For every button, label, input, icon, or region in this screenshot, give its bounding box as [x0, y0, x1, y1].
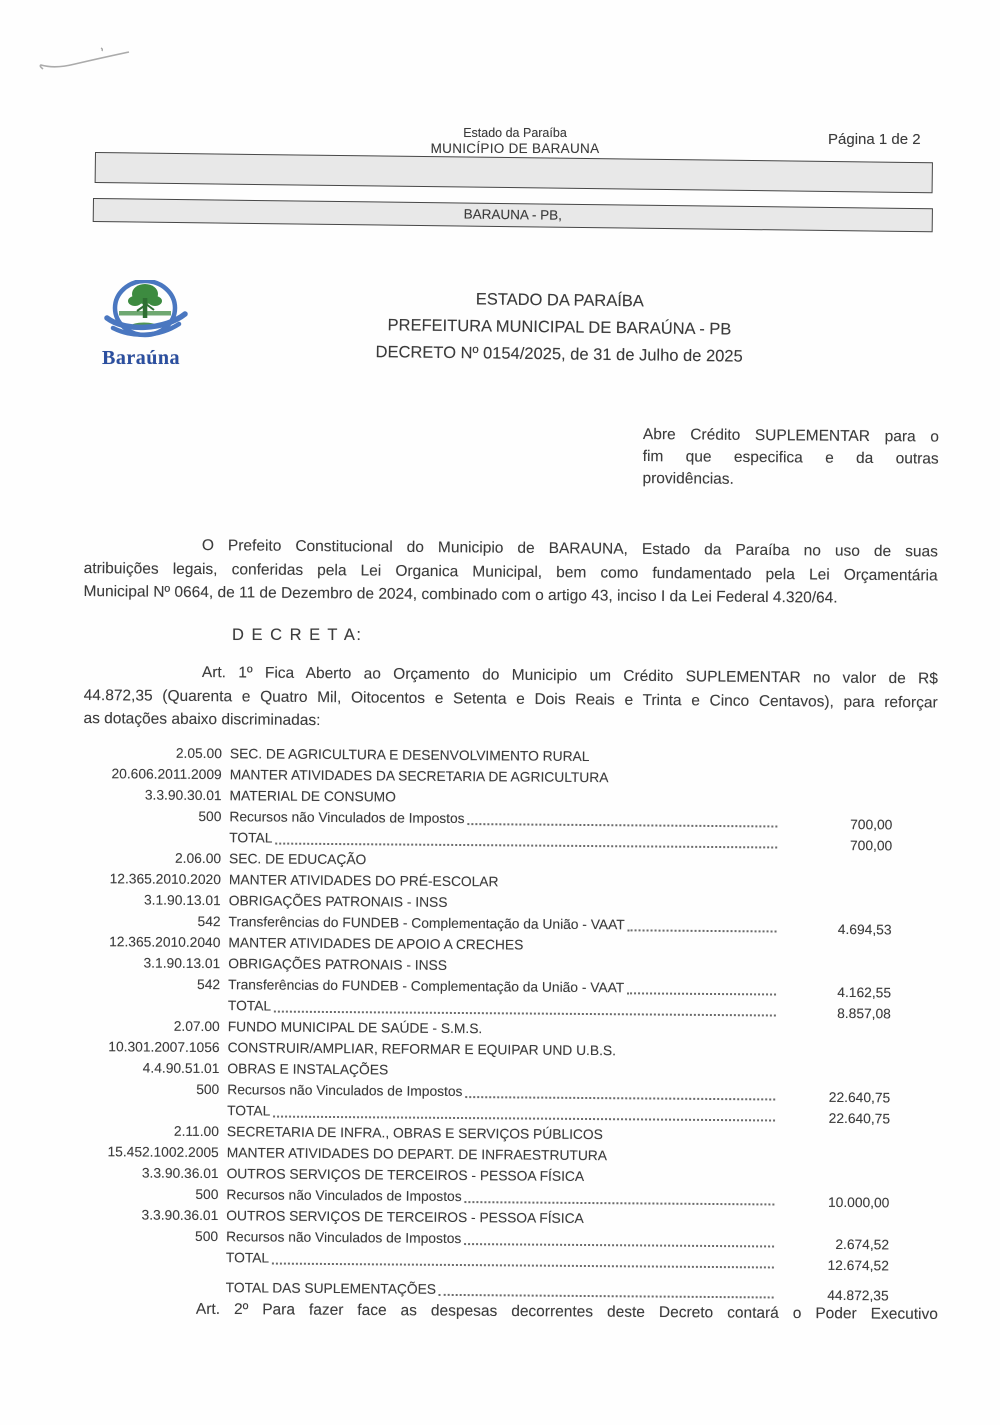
dotted-leader	[465, 1186, 775, 1205]
budget-description: Recursos não Vinculados de Impostos	[226, 1187, 462, 1205]
dotted-leader	[465, 1081, 775, 1100]
budget-code: 2.05.00	[175, 745, 222, 762]
budget-code	[75, 1099, 227, 1121]
budget-code	[77, 826, 229, 848]
budget-value: 700,00	[850, 817, 893, 833]
title-state: ESTADO DA PARAÍBA	[475, 290, 644, 311]
budget-description: Recursos não Vinculados de Impostos	[226, 1229, 462, 1247]
budget-code: 3.1.90.13.01	[143, 892, 221, 909]
logo-name: Baraúna	[102, 347, 180, 369]
dotted-leader	[275, 828, 777, 849]
budget-code	[74, 1276, 226, 1298]
dotted-leader	[627, 977, 776, 995]
header-bar-city	[93, 198, 933, 232]
budget-code: 3.3.90.36.01	[141, 1165, 219, 1182]
budget-description: SEC. DE AGRICULTURA E DESENVOLVIMENTO RURAL	[229, 746, 590, 765]
budget-value: 4.694,53	[837, 921, 892, 938]
budget-description: SECRETARIA DE INFRA., OBRAS E SERVIÇOS PÚBLICOS	[226, 1124, 603, 1143]
preamble-line: atribuições legais, conferidas pela Lei Organica Municipal, bem como fundamentado pela Lei Orçamentária	[83, 559, 938, 584]
budget-code: 12.365.2010.2040	[109, 934, 221, 951]
budget-description: TOTAL	[227, 1103, 271, 1119]
page-indicator: Página 1 de 2	[828, 131, 921, 148]
title-decree-number: DECRETO Nº 0154/2025, de 31 de Julho de 2025	[375, 343, 743, 366]
budget-description: MANTER ATIVIDADES DO DEPART. DE INFRAESTRUTURA	[226, 1145, 608, 1164]
budget-value: 12.674,52	[827, 1257, 889, 1274]
article-1-line: 44.872,35 (Quarenta e Quatro Mil, Oitocentos e Setenta e Dois Reais e Trinta e Cinco Centavos), para reforçar	[83, 686, 938, 711]
budget-description: OUTROS SERVIÇOS DE TERCEIROS - PESSOA FÍSICA	[226, 1208, 584, 1226]
budget-value: 8.857,08	[837, 1005, 891, 1022]
budget-code: 10.301.2007.1056	[108, 1039, 220, 1056]
budget-code	[74, 1246, 226, 1268]
dotted-leader	[468, 808, 778, 827]
header-state-line: Estado da Paraíba	[463, 126, 567, 140]
header-bar-empty	[95, 152, 933, 193]
municipal-emblem-icon	[97, 280, 197, 344]
budget-value: 2.674,52	[835, 1236, 890, 1253]
budget-code: 12.365.2010.2020	[109, 871, 221, 888]
budget-code: 500	[195, 1186, 219, 1203]
budget-description: TOTAL	[229, 830, 273, 846]
decree-summary	[642, 424, 939, 493]
decree-title-block	[284, 284, 835, 372]
budget-code: 542	[197, 976, 221, 993]
decreta-heading: D E C R E T A:	[232, 626, 363, 644]
budget-description: Transferências do FUNDEB - Complementação da União - VAAT	[228, 977, 625, 996]
budget-description: Transferências do FUNDEB - Complementação da União - VAAT	[228, 914, 625, 933]
dotted-leader	[274, 996, 776, 1017]
budget-code: 3.3.90.30.01	[144, 787, 222, 804]
budget-code: 500	[196, 1081, 220, 1098]
budget-description: MANTER ATIVIDADES DA SECRETARIA DE AGRICULTURA	[229, 767, 609, 786]
municipal-logo	[97, 280, 201, 370]
budget-code: 15.452.1002.2005	[107, 1144, 219, 1161]
article-1-paragraph	[83, 660, 938, 738]
budget-value: 4.162,55	[837, 984, 892, 1001]
dotted-leader	[628, 914, 777, 932]
budget-value: 22.640,75	[828, 1110, 891, 1127]
budget-code: 2.06.00	[174, 850, 222, 867]
budget-code: 20.606.2011.2009	[111, 766, 222, 783]
article-2-paragraph: Art. 2º Para fazer face as despesas decorrentes deste Decreto contará o Poder Executivo	[195, 1300, 938, 1323]
city-bar-text: BARAUNA - PB,	[463, 206, 563, 223]
pen-mark	[35, 42, 150, 78]
summary-line: fim que especifica e da outras	[642, 447, 939, 468]
budget-description-wrap	[226, 1247, 777, 1272]
budget-code: 500	[198, 808, 222, 825]
budget-value: 22.640,75	[828, 1089, 891, 1106]
budget-description: Recursos não Vinculados de Impostos	[229, 809, 465, 827]
budget-description: MANTER ATIVIDADES DO PRÉ-ESCOLAR	[228, 872, 499, 890]
budget-code: 2.11.00	[173, 1123, 220, 1140]
budget-table	[74, 742, 893, 1303]
budget-code: 2.07.00	[173, 1018, 220, 1035]
budget-description: OBRIGAÇÕES PATRONAIS - INSS	[228, 893, 448, 910]
budget-code: 3.3.90.36.01	[141, 1207, 219, 1224]
budget-code: 500	[195, 1228, 219, 1245]
budget-description: TOTAL	[225, 1250, 270, 1266]
budget-code: 542	[197, 913, 221, 930]
document-header	[315, 126, 715, 156]
budget-description: TOTAL DAS SUPLEMENTAÇÕES	[225, 1280, 437, 1297]
budget-description: OUTROS SERVIÇOS DE TERCEIROS - PESSOA FÍSICA	[226, 1166, 585, 1184]
budget-description: FUNDO MUNICIPAL DE SAÚDE - S.M.S.	[227, 1019, 483, 1037]
budget-description: OBRAS E INSTALAÇÕES	[227, 1061, 389, 1078]
preamble-line: O Prefeito Constitucional do Municipio de BARAUNA, Estado da Paraíba no uso de suas	[201, 537, 938, 561]
dotted-leader	[272, 1248, 774, 1269]
preamble-line: Municipal Nº 0664, de 11 de Dezembro de 2024, combinado com o artigo 43, inciso I da Lei Federal 4.320/64.	[83, 582, 838, 607]
budget-code	[76, 994, 228, 1016]
budget-description: SEC. DE EDUCAÇÃO	[229, 851, 367, 868]
budget-value: 10.000,00	[827, 1194, 890, 1211]
budget-code: 4.4.90.51.01	[142, 1060, 220, 1077]
budget-description: OBRIGAÇÕES PATRONAIS - INSS	[228, 956, 448, 973]
article-1-line: as dotações abaixo discriminadas:	[83, 709, 321, 730]
summary-line: providências.	[642, 469, 734, 488]
dotted-leader	[439, 1279, 774, 1299]
budget-description: Recursos não Vinculados de Impostos	[227, 1082, 463, 1100]
dotted-leader	[273, 1101, 775, 1122]
budget-description: TOTAL	[227, 998, 272, 1014]
title-prefecture: PREFEITURA MUNICIPAL DE BARAÚNA - PB	[387, 316, 732, 339]
budget-value: 700,00	[849, 838, 893, 854]
preamble-paragraph	[83, 533, 938, 611]
budget-description: MANTER ATIVIDADES DE APOIO A CRECHES	[228, 935, 524, 953]
budget-description: MATERIAL DE CONSUMO	[229, 788, 396, 805]
article-1-line: Art. 1º Fica Aberto ao Orçamento do Municipio um Crédito SUPLEMENTAR no valor de R$	[201, 664, 938, 688]
summary-line: Abre Crédito SUPLEMENTAR para o	[642, 425, 939, 446]
budget-code: 3.1.90.13.01	[143, 955, 221, 972]
budget-value: 44.872,35	[827, 1287, 889, 1304]
dotted-leader	[464, 1228, 774, 1247]
header-municipality-line: MUNICÍPIO DE BARAUNA	[430, 141, 600, 156]
budget-description: CONSTRUIR/AMPLIAR, REFORMAR E EQUIPAR UND U.B.S.	[227, 1040, 617, 1059]
